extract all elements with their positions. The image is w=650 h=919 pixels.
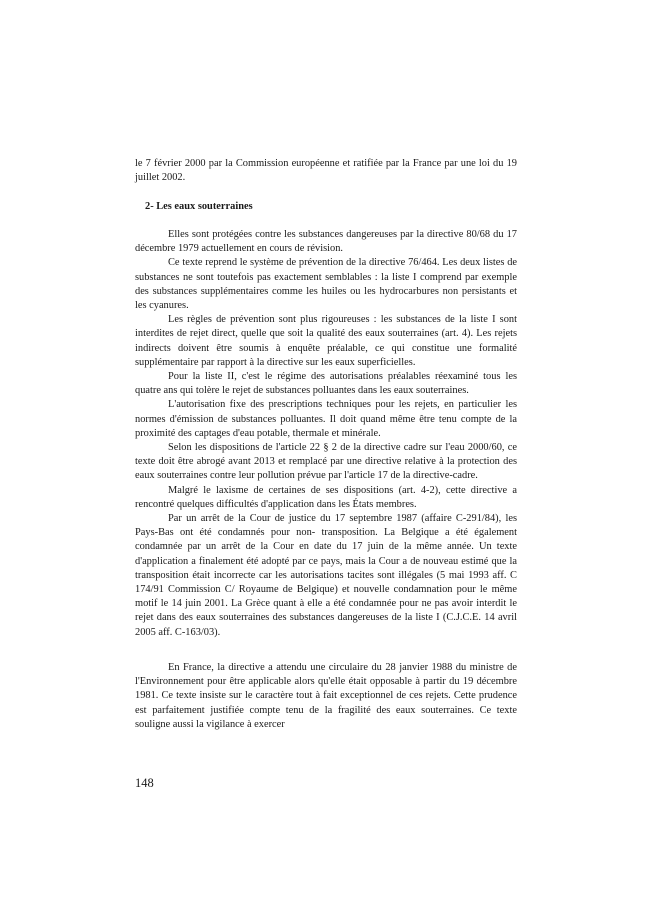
closing-paragraph-block xyxy=(135,661,517,732)
body-paragraph: Selon les dispositions de l'article 22 § 2 de la directive cadre sur l'eau 2000/60, ce texte doit être abrogé avant 2013 et remplacé par une directive relative à la protection des eaux souterraines contre leur pollution prévue par l'article 17 de la directive-cadre. xyxy=(135,442,517,482)
body-paragraph: Ce texte reprend le système de prévention de la directive 76/464. Les deux listes de substances ne sont toutefois pas exactement semblables : la liste I comprend par exemple des substances supplémentaires comme les huiles ou les hydrocarbures non persistants et les cyanures. xyxy=(135,257,517,312)
body-paragraph: Les règles de prévention sont plus rigoureuses : les substances de la liste I sont interdites de rejet direct, quelle que soit la qualité des eaux souterraines (art. 4). Les rejets indirects doivent être soumis à enquête préalable, ce qui constitue une formalité supplémentaire par rapport à la directive sur les eaux superficielles. xyxy=(135,314,517,368)
body-paragraph: Malgré le laxisme de certaines de ses dispositions (art. 4-2), cette directive a rencontré quelques difficultés d'application dans les États membres. xyxy=(135,484,517,510)
body-paragraph: Pour la liste II, c'est le régime des autorisations préalables réexaminé tous les quatre ans qui tolère le rejet de substances polluantes dans les eaux souterraines. xyxy=(135,371,517,397)
closing-paragraph: En France, la directive a attendu une circulaire du 28 janvier 1988 du ministre de l'Environnement pour être applicable alors qu'elle était opposable à partir du 19 décembre 1981. Ce texte insiste sur le caractère tout à fait exceptionnel de ces rejets. Cette prudence est parfaitement justifiée compte tenu de la fragilité des eaux souterraines. Ce texte souligne aussi la vigilance à exercer xyxy=(135,662,517,730)
body-paragraph: Elles sont protégées contre les substances dangereuses par la directive 80/68 du 17 décembre 1979 actuellement en cours de révision. xyxy=(135,229,517,255)
opening-paragraph-block xyxy=(135,157,517,185)
page-number: 148 xyxy=(135,776,154,790)
body-paragraph: L'autorisation fixe des prescriptions techniques pour les rejets, en particulier les normes d'émission de substances polluantes. Il doit quand même être tenu compte de la proximité des captages d'eau potable, thermale et minérale. xyxy=(135,399,517,439)
section-heading-block xyxy=(135,200,517,214)
section-heading: 2- Les eaux souterraines xyxy=(145,201,253,212)
opening-paragraph: le 7 février 2000 par la Commission européenne et ratifiée par la France par une loi du 19 juillet 2002. xyxy=(135,158,517,184)
section-body xyxy=(135,228,517,640)
body-paragraph: Par un arrêt de la Cour de justice du 17 septembre 1987 (affaire C-291/84), les Pays-Bas ont été condamnés pour non- transposition. La Belgique a été également condamnée par un arrêt de la Cour en date du 17 juin de la même année. Un texte d'application a finalement été adopté par ce pays, mais la Cour a de nouveau estimé que la transposition était incorrecte car les autorisations tacites sont illégales (5 mai 1993 aff. C 174/91 Commission C/ Royaume de Belgique) et nouvelle condamnation pour le même motif le 14 juin 2001. La Grèce quant à elle a été condamnée pour ne pas avoir interdit le rejet dans des eaux souterraines des substances dangereuses de la liste I (C.J.C.E. 14 avril 2005 aff. C-163/03). xyxy=(135,513,517,638)
